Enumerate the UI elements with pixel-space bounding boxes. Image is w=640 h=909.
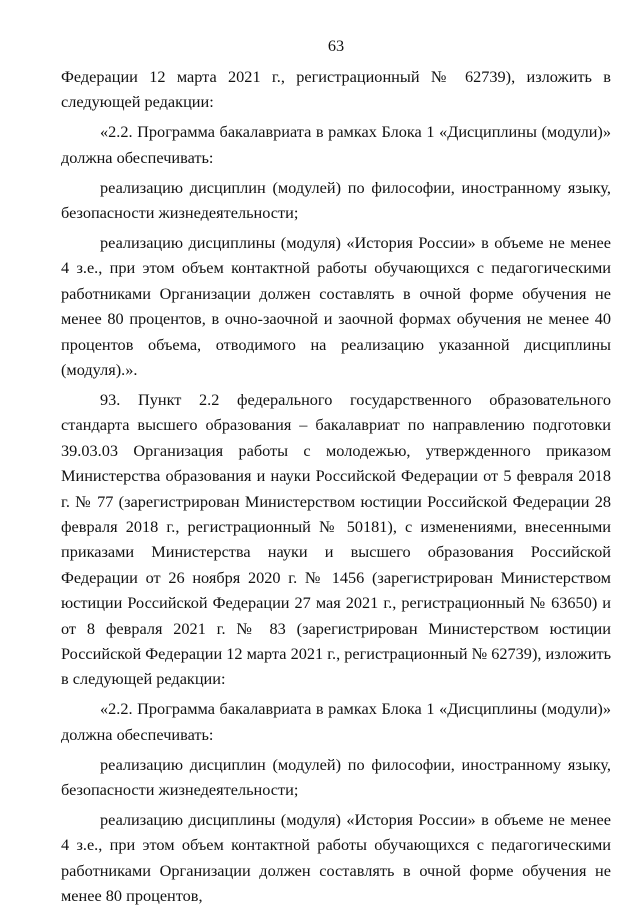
- paragraph-history-russia: реализацию дисциплины (модуля) «История России» в объеме не менее 4 з.е., при этом объем контактной работы обучающихся с педагогическими работниками Организации должен составлять в очной форме обучения не менее 80 процентов, в очно-заочной и заочной формах обучения не менее 40 процентов объема, отводимого на реализацию указанной дисциплины (модуля).».: [61, 232, 611, 379]
- paragraph-continuation: Федерации 12 марта 2021 г., регистрационный № 62739), изложить в следующей редакции:: [61, 67, 611, 112]
- page-number: 63: [327, 36, 345, 55]
- paragraph-program-intro: «2.2. Программа бакалавриата в рамках Блока 1 «Дисциплины (модули)» должна обеспечивать:: [61, 122, 611, 167]
- paragraph-disciplines: реализацию дисциплин (модулей) по философии, иностранному языку, безопасности жизнедеятельности;: [61, 177, 611, 223]
- paragraph-disciplines-2: реализацию дисциплин (модулей) по философии, иностранному языку, безопасности жизнедеятельности;: [61, 754, 611, 799]
- paragraph-history-russia-2: реализацию дисциплины (модуля) «История России» в объеме не менее 4 з.е., при этом объем контактной работы обучающихся с педагогическими работниками Организации должен составлять в очной форме обучения не менее 80 процентов,: [61, 809, 611, 906]
- paragraph-item-93: 93. Пункт 2.2 федерального государственного образовательного стандарта высшего образования – бакалавриат по направлению подготовки 39.03.03 Организация работы с молодежью, утвержденного приказом Министерства образования и науки Российской Федерации от 5 февраля 2018 г. № 77 (зарегистрирован Министерством юстиции Российской Федерации 28 февраля 2018 г., регистрационный № 50181), с изменениями, внесенными приказами Министерства науки и высшего образования Российской Федерации от 26 ноября 2020 г. № 1456 (зарегистрирован Министерством юстиции Российской Федерации 27 мая 2021 г., регистрационный № 63650) и от 8 февраля 2021 г. № 83 (зарегистрирован Министерством юстиции Российской Федерации 12 марта 2021 г., регистрационный № 62739), изложить в следующей редакции:: [61, 389, 612, 689]
- paragraph-program-intro-2: «2.2. Программа бакалавриата в рамках Блока 1 «Дисциплины (модули)» должна обеспечивать:: [61, 699, 611, 744]
